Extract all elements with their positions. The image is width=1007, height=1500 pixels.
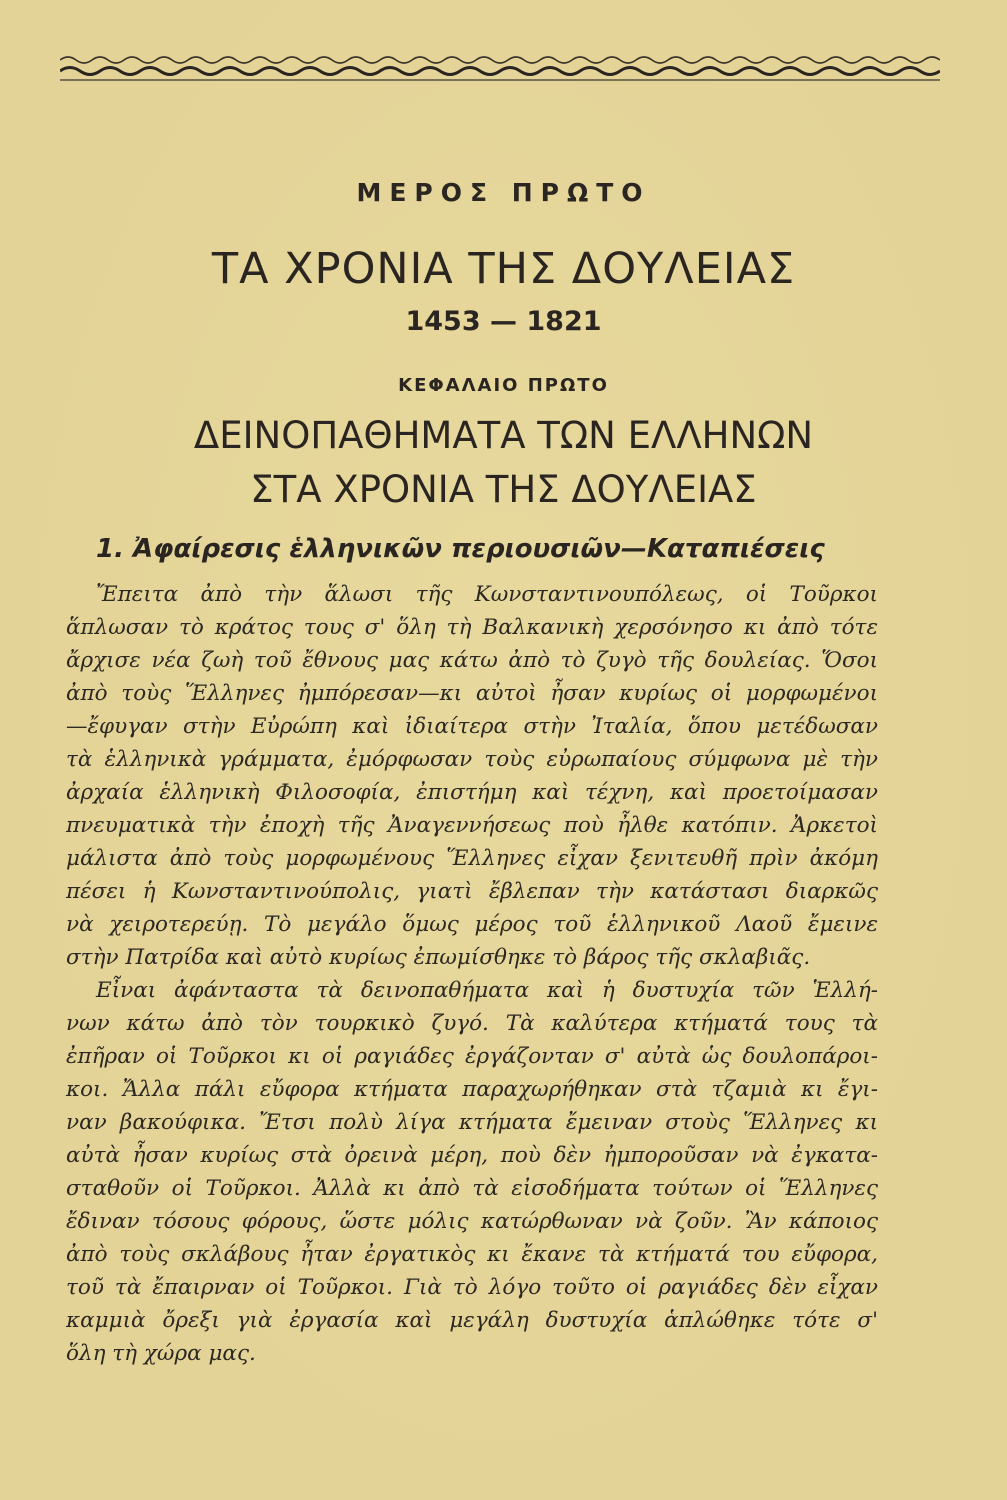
body-text-line: Ἔπειτα ἀπὸ τὴν ἅλωσι τῆς Κωνσταντινουπόλεως, οἱ Τοῦρκοι: [96, 582, 878, 607]
date-range: 1453 — 1821: [405, 306, 602, 337]
wavy-line-ornament: [60, 50, 940, 90]
body-text-line: μάλιστα ἀπὸ τοὺς μορφωμένους Ἕλληνες εἶχαν ξενιτευθῆ πρὶν ἀκόμη: [66, 846, 878, 871]
body-text-line: στὴν Πατρίδα καὶ αὐτὸ κυρίως ἐπωμίσθηκε τὸ βάρος τῆς σκλαβιᾶς.: [66, 945, 811, 970]
body-text-line: αὐτὰ ἦσαν κυρίως στὰ ὀρεινὰ μέρη, ποὺ δὲν ἠμποροῦσαν νὰ ἐγκατα-: [66, 1143, 878, 1168]
chapter-title-line-1: ΔΕΙΝΟΠΑΘΗΜΑΤΑ ΤΩΝ ΕΛΛΗΝΩΝ: [193, 414, 814, 457]
body-text-line: ἀπὸ τοὺς Ἕλληνες ἠμπόρεσαν—κι αὐτοὶ ἦσαν κυρίως οἱ μορφωμένοι: [66, 681, 878, 706]
body-text-line: ἀρχαία ἑλληνικὴ Φιλοσοφία, ἐπιστήμη καὶ τέχνη, καὶ προετοίμασαν: [66, 780, 878, 805]
body-text-line: ἀπὸ τοὺς σκλάβους ἦταν ἐργατικὸς κι ἔκανε τὰ κτήματά του εὔφορα,: [66, 1242, 878, 1267]
body-text-line: Εἶναι ἀφάνταστα τὰ δεινοπαθήματα καὶ ἡ δυστυχία τῶν Ἑλλή-: [96, 978, 878, 1003]
chapter-title-line-2: ΣΤΑ ΧΡΟΝΙΑ ΤΗΣ ΔΟΥΛΕΙΑΣ: [250, 468, 757, 511]
body-text-line: καμμιὰ ὄρεξι γιὰ ἐργασία καὶ μεγάλη δυστυχία ἁπλώθηκε τότε σ': [66, 1308, 878, 1333]
body-text-line: ἐπῆραν οἱ Τοῦρκοι κι οἱ ραγιάδες ἐργάζονταν σ' αὐτὰ ὡς δουλοπάροι-: [66, 1044, 878, 1069]
body-text-line: ἄρχισε νέα ζωὴ τοῦ ἔθνους μας κάτω ἀπὸ τὸ ζυγὸ τῆς δουλείας. Ὅσοι: [66, 648, 878, 673]
body-text-line: κοι. Ἄλλα πάλι εὔφορα κτήματα παραχωρήθηκαν στὰ τζαμιὰ κι ἔγι-: [66, 1077, 878, 1102]
body-text-line: τὰ ἑλληνικὰ γράμματα, ἐμόρφωσαν τοὺς εὐρωπαίους σύμφωνα μὲ τὴν: [66, 747, 878, 772]
body-text-line: ἔδιναν τόσους φόρους, ὥστε μόλις κατώρθωναν νὰ ζοῦν. Ἂν κάποιος: [66, 1209, 878, 1234]
part-heading: ΜΕΡΟΣ ΠΡΩΤΟ: [356, 178, 651, 207]
body-text-line: τοῦ τὰ ἔπαιρναν οἱ Τοῦρκοι. Γιὰ τὸ λόγο τοῦτο οἱ ραγιάδες δὲν εἶχαν: [66, 1275, 878, 1300]
body-text-line: —ἔφυγαν στὴν Εὐρώπη καὶ ἰδιαίτερα στὴν Ἰταλία, ὅπου μετέδωσαν: [66, 714, 878, 739]
body-text-line: νων κάτω ἀπὸ τὸν τουρκικὸ ζυγό. Τὰ καλύτερα κτήματά τους τὰ: [66, 1011, 878, 1036]
body-text-line: νὰ χειροτερεύῃ. Τὸ μεγάλο ὅμως μέρος τοῦ ἑλληνικοῦ Λαοῦ ἔμεινε: [66, 912, 878, 937]
body-text-line: ναν βακούφικα. Ἔτσι πολὺ λίγα κτήματα ἔμειναν στοὺς Ἕλληνες κι: [66, 1110, 878, 1135]
chapter-label: ΚΕΦΑΛΑΙΟ ΠΡΩΤΟ: [398, 375, 609, 396]
body-text-line: σταθοῦν οἱ Τοῦρκοι. Ἀλλὰ κι ἀπὸ τὰ εἰσοδήματα τούτων οἱ Ἕλληνες: [66, 1176, 878, 1201]
body-text-line: ὅλη τὴ χώρα μας.: [66, 1341, 256, 1366]
page-title: ΤΑ ΧΡΟΝΙΑ ΤΗΣ ΔΟΥΛΕΙΑΣ: [211, 244, 796, 294]
body-text-line: πνευματικὰ τὴν ἐποχὴ τῆς Ἀναγεννήσεως ποὺ ἦλθε κατόπιν. Ἀρκετοὶ: [66, 813, 878, 838]
body-text-line: ἅπλωσαν τὸ κράτος τους σ' ὅλη τὴ Βαλκανικὴ χερσόνησο κι ἀπὸ τότε: [66, 615, 878, 640]
section-heading: 1. Ἀφαίρεσις ἑλληνικῶν περιουσιῶν—Καταπιέσεις: [96, 534, 825, 564]
body-text-line: πέσει ἡ Κωνσταντινούπολις, γιατὶ ἔβλεπαν τὴν κατάστασι διαρκῶς: [66, 879, 878, 904]
